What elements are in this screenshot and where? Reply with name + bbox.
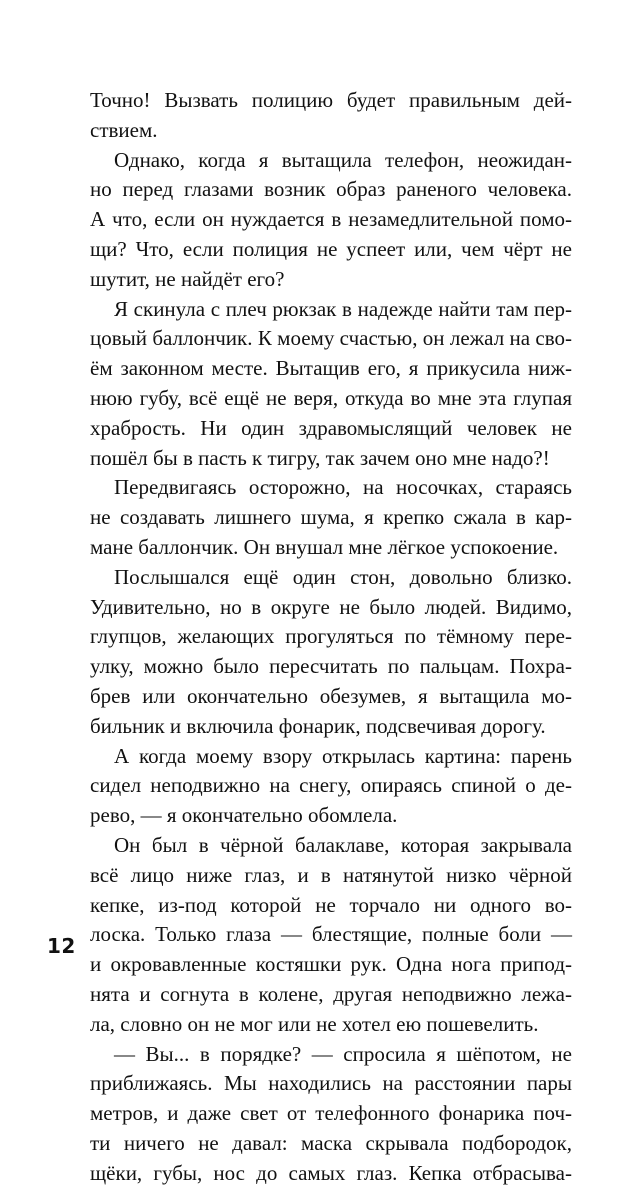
text-line: ствием. [90,116,572,146]
text-line: нюю губу, всё ещё не веря, откуда во мне эта глупая [90,384,572,414]
text-line: Передвигаясь осторожно, на носочках, стараясь [90,473,572,503]
paragraph [90,86,572,146]
text-line: всё лицо ниже глаз, и в натянутой низко чёрной [90,861,572,891]
text-line: Послышался ещё один стон, довольно близко. [90,563,572,593]
text-line: Удивительно, но в округе не было людей. Видимо, [90,593,572,623]
text-line: брев или окончательно обезумев, я вытащила мо- [90,682,572,712]
text-line: лоска. Только глаза — блестящие, полные боли — [90,920,572,950]
text-line: шутит, не найдёт его? [90,265,572,295]
text-line: но перед глазами возник образ раненого человека. [90,175,572,205]
text-line: цовый баллончик. К моему счастью, он лежал на сво- [90,324,572,354]
text-line: Он был в чёрной балаклаве, которая закрывала [90,831,572,861]
paragraph [90,146,572,295]
text-line: А что, если он нуждается в незамедлительной помо- [90,205,572,235]
text-line: мане баллончик. Он внушал мне лёгкое успокоение. [90,533,572,563]
text-line: сидел неподвижно на снегу, опираясь спиной о де- [90,771,572,801]
paragraph [90,831,572,1040]
text-line: Я скинула с плеч рюкзак в надежде найти там пер- [90,295,572,325]
text-line: метров, и даже свет от телефонного фонарика поч- [90,1099,572,1129]
text-line: и окровавленные костяшки рук. Одна нога припод- [90,950,572,980]
text-line: Точно! Вызвать полицию будет правильным дей- [90,86,572,116]
text-line: Однако, когда я вытащила телефон, неожидан- [90,146,572,176]
text-line: А когда моему взору открылась картина: парень [90,742,572,772]
text-line: щи? Что, если полиция не успеет или, чем чёрт не [90,235,572,265]
text-line: пошёл бы в пасть к тигру, так зачем оно мне надо?! [90,444,572,474]
text-line: нята и согнута в колене, другая неподвижно лежа- [90,980,572,1010]
text-line: — Вы... в порядке? — спросила я шёпотом, не [90,1040,572,1070]
page-number: 12 [47,934,76,958]
text-line: приближаясь. Мы находились на расстоянии пары [90,1069,572,1099]
text-line: ти ничего не давал: маска скрывала подбородок, [90,1129,572,1159]
paragraph [90,295,572,474]
text-line: храбрость. Ни один здравомыслящий человек не [90,414,572,444]
paragraph [90,1040,572,1188]
text-line: кепке, из-под которой не торчало ни одного во- [90,891,572,921]
text-line: ла, словно он не мог или не хотел ею пошевелить. [90,1010,572,1040]
text-line: рево, — я окончательно обомлела. [90,801,572,831]
paragraph [90,742,572,831]
paragraph [90,563,572,742]
paragraph [90,473,572,562]
text-line: бильник и включила фонарик, подсвечивая дорогу. [90,712,572,742]
text-line: ём законном месте. Вытащив его, я прикусила ниж- [90,354,572,384]
text-line: щёки, губы, нос до самых глаз. Кепка отбрасыва- [90,1159,572,1188]
text-line: не создавать лишнего шума, я крепко сжала в кар- [90,503,572,533]
body-text [90,86,572,1188]
text-line: улку, можно было пересчитать по пальцам. Похра- [90,652,572,682]
text-line: глупцов, желающих прогуляться по тёмному пере- [90,622,572,652]
